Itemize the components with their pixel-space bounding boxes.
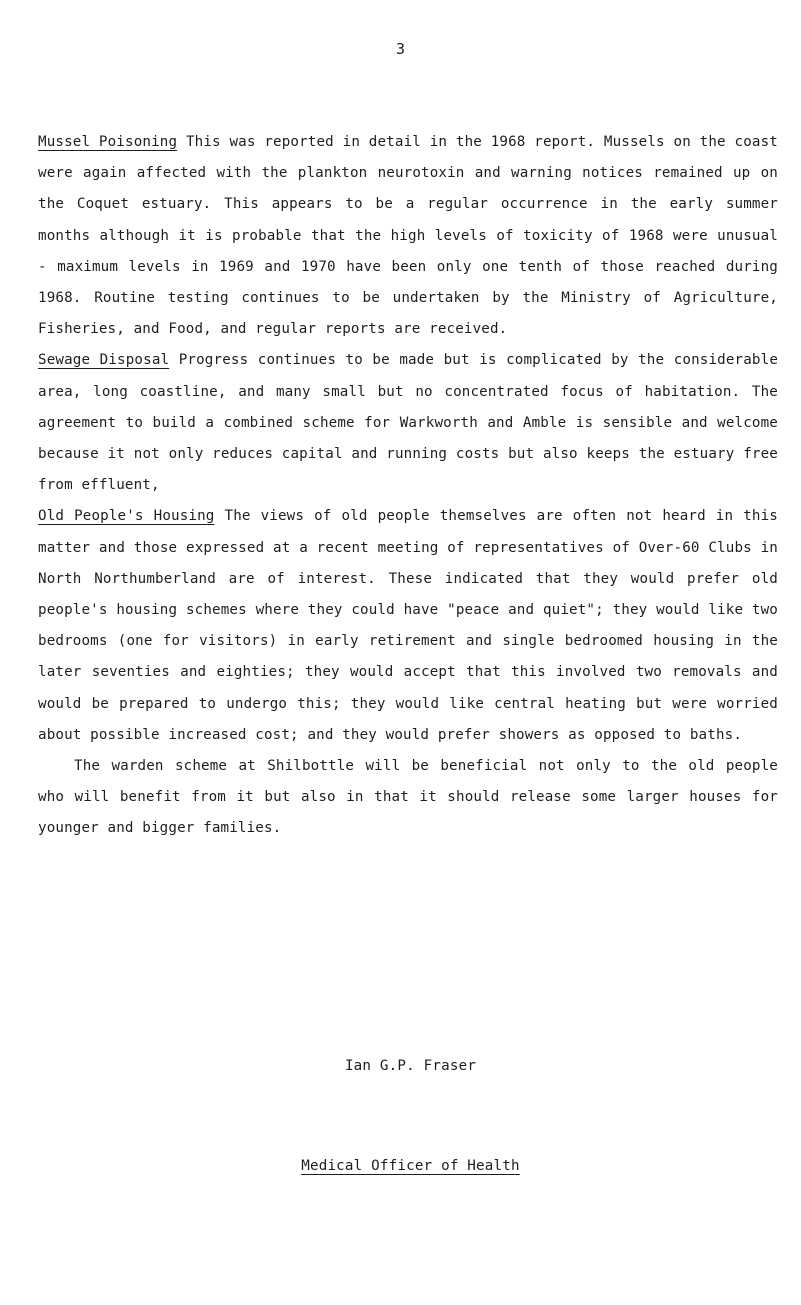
- section-text: Progress continues to be made but is complicated by the considerable area, long coastline, and many small but no concentrated focus of habitation. The agreement to build a combined scheme for Warkworth and Amble is sensible and welcome because it not only reduces capital and running costs but also keeps the estuary free from effluent,: [38, 352, 779, 494]
- closing-paragraph: [38, 751, 778, 845]
- section-heading: Mussel Poisoning: [38, 134, 178, 150]
- section-sewage-disposal: [38, 345, 778, 501]
- section-mussel-poisoning: [38, 127, 778, 345]
- section-old-peoples-housing: [38, 501, 778, 751]
- page-number: 3: [395, 40, 406, 58]
- report-body: [38, 127, 778, 845]
- section-text: This was reported in detail in the 1968 report. Mussels on the coast were again affected with the plankton neurotoxin and warning notices remained up on the Coquet estuary. This appears to be a regular occurrence in the early summer months although it is probable that the high levels of toxicity of 1968 were unusual - maximum levels in 1969 and 1970 have been only one tenth of those reached during 1968. Routine testing continues to be undertaken by the Ministry of Agriculture, Fisheries, and Food, and regular reports are received.: [38, 134, 778, 338]
- closing-text: The warden scheme at Shilbottle will be beneficial not only to the old people who will benefit from it but also in that it should release some larger houses for younger and bigger families.: [38, 758, 778, 837]
- section-text: The views of old people themselves are often not heard in this matter and those expressed at a recent meeting of representatives of Over-60 Clubs in North Northumberland are of interest. These indicated that they would prefer old people's housing schemes where they could have "peace and quiet"; they would like two bedrooms (one for visitors) in early retirement and single bedroomed housing in the later seventies and eighties; they would accept that this involved two removals and would be prepared to undergo this; they would like central heating but were worried about possible increased cost; and they would prefer showers as opposed to baths.: [38, 508, 778, 743]
- signature-name: Ian G.P. Fraser: [344, 1058, 477, 1074]
- section-heading: Old People's Housing: [38, 508, 215, 525]
- signature-title-text: Medical Officer of Health: [301, 1158, 520, 1174]
- section-heading: Sewage Disposal: [38, 352, 170, 369]
- signature-title: [0, 1158, 801, 1174]
